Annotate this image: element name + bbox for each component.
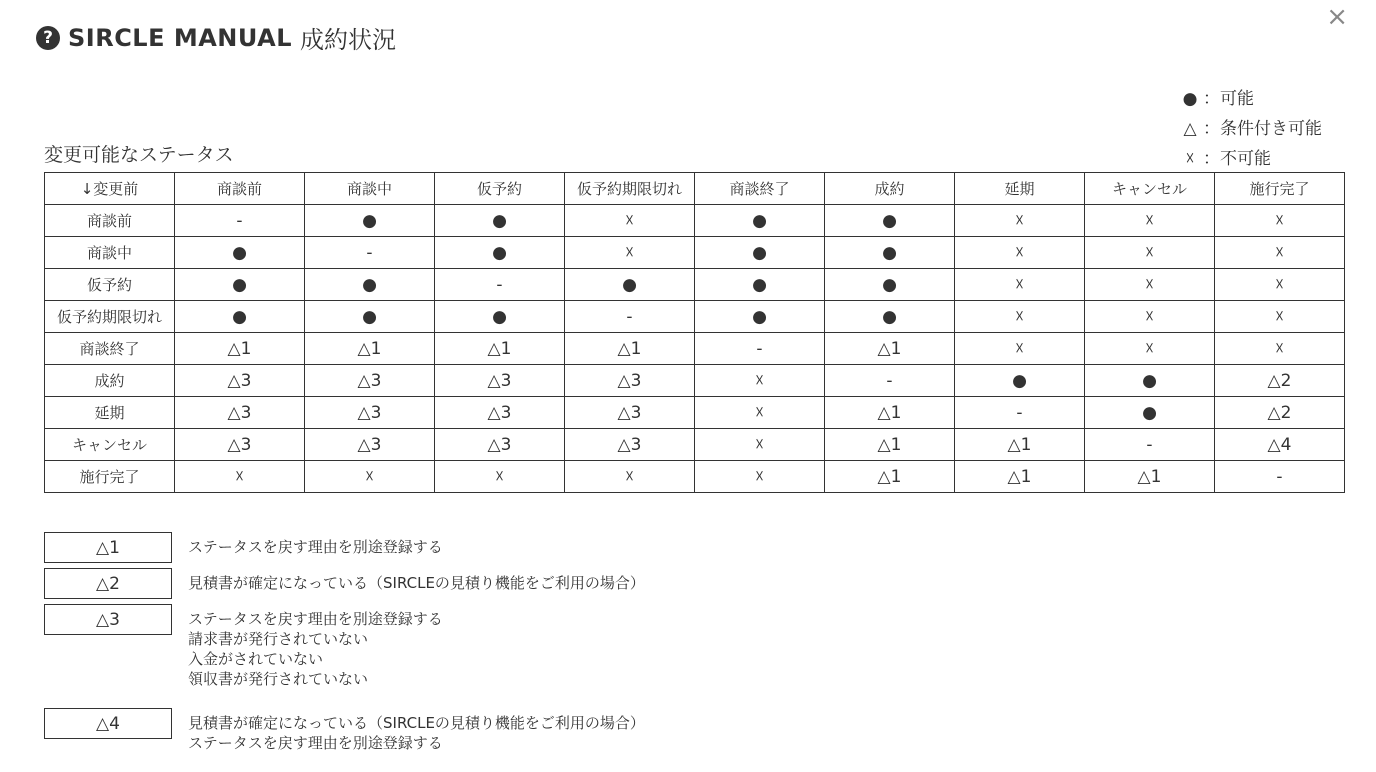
note-key: △3	[44, 604, 172, 635]
note-line: 入金がされていない	[188, 650, 324, 668]
table-cell: ●	[565, 269, 695, 301]
note-description	[188, 604, 443, 689]
table-cell: △3	[305, 429, 435, 461]
section-title: 変更可能なステータス	[44, 144, 234, 166]
status-transition-table	[44, 172, 1345, 493]
table-header-row	[45, 173, 1345, 205]
table-cell: -	[955, 397, 1085, 429]
note-line: 請求書が発行されていない	[188, 630, 369, 648]
table-cell: ☓	[1085, 333, 1215, 365]
table-cell: ●	[695, 269, 825, 301]
row-header: 仮予約	[45, 269, 175, 301]
column-header: 仮予約期限切れ	[565, 173, 695, 205]
table-cell: ●	[825, 237, 955, 269]
table-row	[45, 269, 1345, 301]
note-key: △2	[44, 568, 172, 599]
table-cell: △3	[175, 397, 305, 429]
legend-text: ：条件付き可能	[1203, 119, 1322, 139]
table-cell: △1	[825, 461, 955, 493]
legend	[1181, 84, 1322, 174]
table-cell: ●	[305, 269, 435, 301]
table-cell: -	[305, 237, 435, 269]
legend-item	[1181, 114, 1322, 144]
table-cell: ●	[1085, 365, 1215, 397]
table-cell: ☓	[305, 461, 435, 493]
table-cell: ●	[175, 269, 305, 301]
close-icon[interactable]: ×	[1326, 2, 1348, 32]
table-cell: △2	[1215, 365, 1345, 397]
modal-header	[36, 20, 396, 55]
table-cell: ☓	[1085, 205, 1215, 237]
legend-symbol: ●	[1182, 89, 1198, 109]
table-cell: ☓	[1215, 301, 1345, 333]
row-header: 商談前	[45, 205, 175, 237]
table-cell: -	[825, 365, 955, 397]
table-cell: ●	[305, 205, 435, 237]
row-header: 成約	[45, 365, 175, 397]
note-description	[188, 708, 645, 753]
column-header: 商談終了	[695, 173, 825, 205]
table-cell: ☓	[695, 365, 825, 397]
table-cell: ●	[825, 301, 955, 333]
table-cell: ●	[695, 237, 825, 269]
legend-symbol: △	[1183, 119, 1197, 139]
row-header: 延期	[45, 397, 175, 429]
row-header: 施行完了	[45, 461, 175, 493]
modal-title: SIRCLE MANUAL	[68, 23, 293, 52]
table-cell: △3	[435, 397, 565, 429]
legend-symbol: ☓	[1185, 149, 1195, 169]
row-header: 仮予約期限切れ	[45, 301, 175, 333]
table-cell: △1	[1085, 461, 1215, 493]
table-cell: △1	[825, 333, 955, 365]
table-cell: ●	[825, 269, 955, 301]
table-cell: ☓	[695, 397, 825, 429]
legend-item	[1181, 144, 1322, 174]
table-cell: △3	[175, 365, 305, 397]
note-line: 見積書が確定になっている（SIRCLEの見積り機能をご利用の場合）	[188, 714, 645, 732]
table-cell: ●	[305, 301, 435, 333]
table-row	[45, 333, 1345, 365]
note-item	[44, 604, 443, 689]
table-row	[45, 301, 1345, 333]
table-cell: -	[1215, 461, 1345, 493]
table-cell: △1	[175, 333, 305, 365]
row-header: キャンセル	[45, 429, 175, 461]
table-cell: ☓	[1215, 237, 1345, 269]
note-description	[188, 568, 645, 599]
note-line: 領収書が発行されていない	[188, 670, 369, 688]
table-cell: ☓	[955, 301, 1085, 333]
table-cell: △3	[565, 429, 695, 461]
note-line: ステータスを戻す理由を別途登録する	[188, 538, 443, 556]
note-line: ステータスを戻す理由を別途登録する	[188, 734, 443, 752]
table-cell: ☓	[1215, 333, 1345, 365]
table-cell: ☓	[955, 269, 1085, 301]
table-cell: ●	[695, 205, 825, 237]
table-cell: -	[695, 333, 825, 365]
table-cell: ●	[435, 237, 565, 269]
row-header: 商談中	[45, 237, 175, 269]
column-header: 商談中	[305, 173, 435, 205]
table-corner-header: ↓変更前	[45, 173, 175, 205]
column-header: 施行完了	[1215, 173, 1345, 205]
table-cell: ☓	[435, 461, 565, 493]
row-header: 商談終了	[45, 333, 175, 365]
table-cell: ●	[1085, 397, 1215, 429]
table-cell: △1	[825, 397, 955, 429]
table-cell: △3	[305, 397, 435, 429]
table-cell: ☓	[565, 461, 695, 493]
table-cell: △3	[435, 365, 565, 397]
table-row	[45, 205, 1345, 237]
note-key: △1	[44, 532, 172, 563]
modal-subtitle: 成約状況	[300, 26, 397, 54]
table-cell: ●	[825, 205, 955, 237]
table-cell: ☓	[175, 461, 305, 493]
legend-text: ：不可能	[1203, 149, 1271, 169]
table-row	[45, 429, 1345, 461]
table-row	[45, 237, 1345, 269]
table-cell: △3	[435, 429, 565, 461]
column-header: キャンセル	[1085, 173, 1215, 205]
table-cell: ☓	[565, 237, 695, 269]
table-row	[45, 461, 1345, 493]
table-cell: ●	[175, 301, 305, 333]
column-header: 成約	[825, 173, 955, 205]
column-header: 商談前	[175, 173, 305, 205]
table-cell: △1	[565, 333, 695, 365]
table-cell: -	[435, 269, 565, 301]
table-cell: △3	[565, 397, 695, 429]
table-cell: ☓	[1085, 237, 1215, 269]
table-cell: △3	[175, 429, 305, 461]
table-row	[45, 365, 1345, 397]
table-cell: ●	[955, 365, 1085, 397]
help-icon: ?	[36, 26, 60, 50]
table-cell: △1	[955, 461, 1085, 493]
table-cell: ☓	[1085, 269, 1215, 301]
table-cell: ☓	[695, 429, 825, 461]
table-cell: ●	[175, 237, 305, 269]
table-cell: △2	[1215, 397, 1345, 429]
note-item	[44, 568, 645, 599]
table-cell: △1	[305, 333, 435, 365]
table-cell: △1	[955, 429, 1085, 461]
note-description	[188, 532, 443, 563]
table-cell: ☓	[1215, 269, 1345, 301]
table-cell: -	[565, 301, 695, 333]
table-cell: △3	[305, 365, 435, 397]
table-cell: -	[1085, 429, 1215, 461]
legend-item	[1181, 84, 1322, 114]
table-cell: △1	[435, 333, 565, 365]
note-line: ステータスを戻す理由を別途登録する	[188, 610, 443, 628]
note-item	[44, 708, 645, 753]
table-cell: ●	[435, 205, 565, 237]
legend-text: ：可能	[1203, 89, 1254, 109]
column-header: 延期	[955, 173, 1085, 205]
table-cell: ☓	[1215, 205, 1345, 237]
table-cell: △4	[1215, 429, 1345, 461]
table-cell: ☓	[1085, 301, 1215, 333]
table-row	[45, 397, 1345, 429]
table-cell: ☓	[565, 205, 695, 237]
table-cell: -	[175, 205, 305, 237]
table-cell: △1	[825, 429, 955, 461]
table-cell: ☓	[955, 205, 1085, 237]
table-cell: ☓	[695, 461, 825, 493]
table-cell: ●	[435, 301, 565, 333]
table-cell: ●	[695, 301, 825, 333]
table-cell: ☓	[955, 333, 1085, 365]
table-cell: △3	[565, 365, 695, 397]
column-header: 仮予約	[435, 173, 565, 205]
note-key: △4	[44, 708, 172, 739]
table-cell: ☓	[955, 237, 1085, 269]
note-item	[44, 532, 443, 563]
note-line: 見積書が確定になっている（SIRCLEの見積り機能をご利用の場合）	[188, 574, 645, 592]
